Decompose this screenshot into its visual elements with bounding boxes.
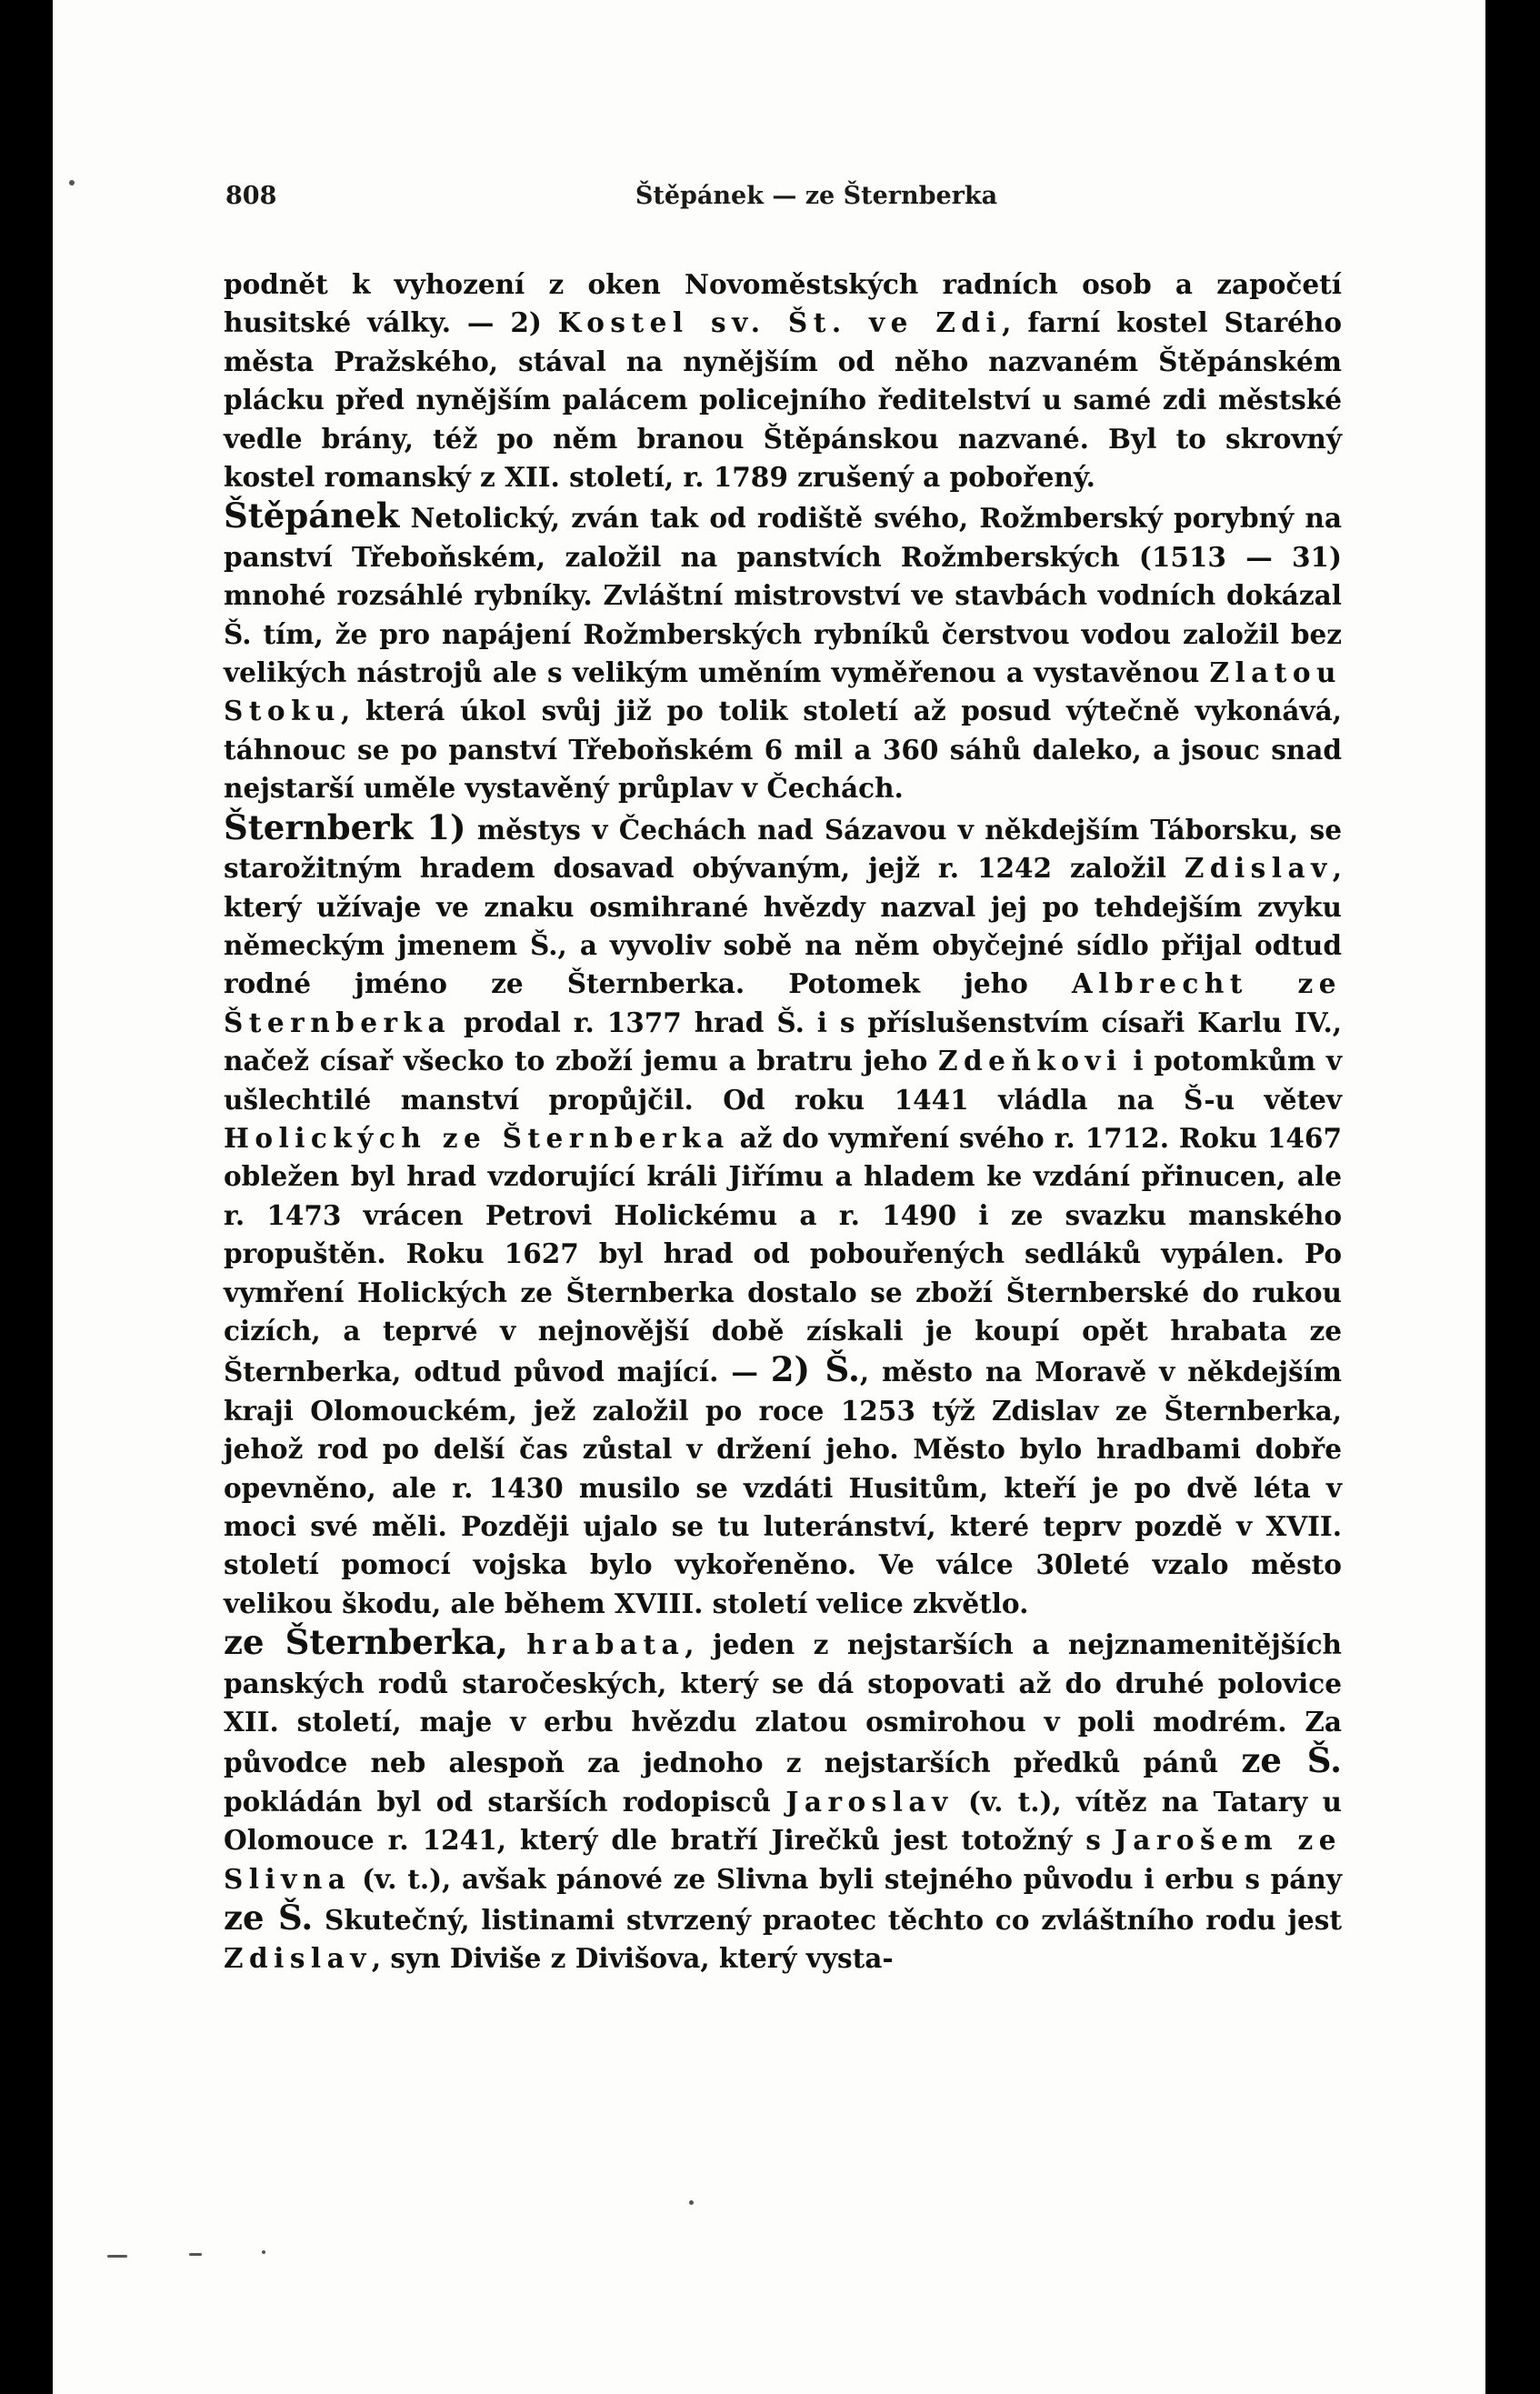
entry-headword: Šternberk 1) bbox=[224, 806, 466, 847]
spaced-term: Zdislav bbox=[224, 1942, 372, 1975]
scan-speck bbox=[69, 180, 75, 185]
page-header bbox=[225, 182, 1407, 227]
spaced-term: Kostel sv. Št. ve Zdi bbox=[557, 306, 1003, 339]
scan-speck bbox=[262, 2250, 265, 2254]
scan-speck bbox=[107, 2255, 127, 2258]
subentry-number: 2) Š. bbox=[770, 1349, 860, 1390]
inline-headword: ze Š. bbox=[1241, 1740, 1343, 1781]
entry-headword: ze Šternberka, bbox=[224, 1622, 508, 1663]
running-title: Štěpánek — ze Šternberka bbox=[635, 182, 998, 210]
scan-speck bbox=[689, 2200, 694, 2205]
page-number: 808 bbox=[225, 182, 277, 210]
entry-sternberk: Šternberk 1) městys v Čechách nad Sázavou v někdejším Táborsku, se starožitným hradem dosavad obývaným, jejž r. 1242 založil Zdislav, který užívaje ve znaku osmihrané hvězdy nazval jej po tehdejším zvyku německým jmenem Š., a vyvoliv sobě na něm obyčejné sídlo přijal odtud rodné jméno ze Šternberka. Potomek jeho Albrecht ze Šternberka prodal r. 1377 hrad Š. i s příslušenstvím císaři Karlu IV., načež císař všecko to zboží jemu a bratru jeho Zdeňkovi i potomkům v ušlechtilé manství propůjčil. Od roku 1441 vládla na Š-u větev Holických ze Šternberka až do vymření svého r. 1712. Roku 1467 obležen byl hrad vzdorující králi Jiřímu a hladem ke vzdání přinucen, ale r. 1473 vrácen Petrovi Holickému a r. 1490 i ze svazku manského propuštěn. Roku 1627 byl hrad od pobouřených sedláků vypálen. Po vymření Holických ze Šternberka dostalo se zboží Šternberské do rukou cizích, a teprvé v nejnovější době získali je koupí opět hrabata ze Šternberka, odtud původ mající. — 2) Š., město na Moravě v někdejším kraji Olomouckém, jež založil po roce 1253 týž Zdislav ze Šternberka, jehož rod po delší čas zůstal v držení jeho. Město bylo hradbami dobře opevněno, ale r. 1430 musilo se vzdáti Husitům, kteří je po dvě léta v moci své měli. Později ujalo se tu luteránství, které teprv pozdě v XVII. století pomocí vojska bylo vykořeněno. Ve válce 30leté vzalo město velikou škodu, ale během XVIII. století velice zkvětlo. bbox=[224, 806, 1343, 1619]
spaced-term: Holických ze Šternberka bbox=[224, 1121, 730, 1154]
spaced-term: Albrecht ze Šternberka bbox=[224, 967, 1342, 1038]
entry-stepanek: Štěpánek Netolický, zván tak od rodiště svého, Rožmberský porybný na panství Třeboňském, založil na panstvích Rožmberských (1513 — 31) mnohé rozsáhlé rybníky. Zvláštní mistrovství ve stavbách vodních dokázal Š. tím, že pro napájení Rožmberských rybníků čerstvou vodou založil bez velikých nástrojů ale s velikým uměním vyměřenou a vystavěnou Zlatou Stoku, která úkol svůj již po tolik století až posud výtečně vykonává, táhnouc se po panství Třeboňském 6 mil a 360 sáhů daleko, a jsouc snad nejstarší uměle vystavěný průplav v Čechách. bbox=[224, 496, 1342, 805]
scan-speck bbox=[189, 2253, 202, 2256]
inline-headword: ze Š. bbox=[224, 1898, 314, 1938]
spaced-term: hrabata bbox=[526, 1628, 685, 1661]
spaced-term: Jaroslav bbox=[785, 1785, 954, 1818]
book-page bbox=[53, 0, 1485, 2394]
entry-headword: Štěpánek bbox=[224, 496, 400, 536]
spaced-term: Zlatou Stoku bbox=[224, 656, 1342, 727]
spaced-term: Zdislav bbox=[1184, 852, 1333, 885]
spaced-term: Jarošem ze Slivna bbox=[224, 1824, 1342, 1895]
entry-ze-sternberka: ze Šternberka, hrabata, jeden z nejstarších a nejznamenitějších panských rodů staročeských, který se dá stopovati až do druhé polovice XII. století, maje v erbu hvězdu zlatou osmirohou v poli modrém. Za původce neb alespoň za jednoho z nejstarších předků pánů ze Š. pokládán byl od starších rodopisců Jaroslav (v. t.), vítěz na Tatary u Olomouce r. 1241, který dle bratří Jirečků jest totožný s Jarošem ze Slivna (v. t.), avšak pánové ze Slivna byli stejného původu i erbu s pány ze Š. Skutečný, listinami stvrzený praotec těchto co zvláštního rodu jest Zdislav, syn Diviše z Divišova, který vysta- bbox=[224, 1622, 1343, 1975]
entry-stepan-continuation: podnět k vyhození z oken Novoměstských radních osob a započetí husitské války. — 2) Kostel sv. Št. ve Zdi, farní kostel Starého města Pražského, stával na nynějším od něho nazvaném Štěpánském plácku před nynějším palácem policejního ředitelství u samé zdi městské vedle brány, též po něm branou Štěpánskou nazvané. Byl to skrovný kostel romanský z XII. století, r. 1789 zrušený a pobořený. bbox=[224, 268, 1343, 494]
article-text bbox=[224, 265, 1342, 1978]
spaced-term: Zdeňkovi bbox=[937, 1045, 1123, 1077]
